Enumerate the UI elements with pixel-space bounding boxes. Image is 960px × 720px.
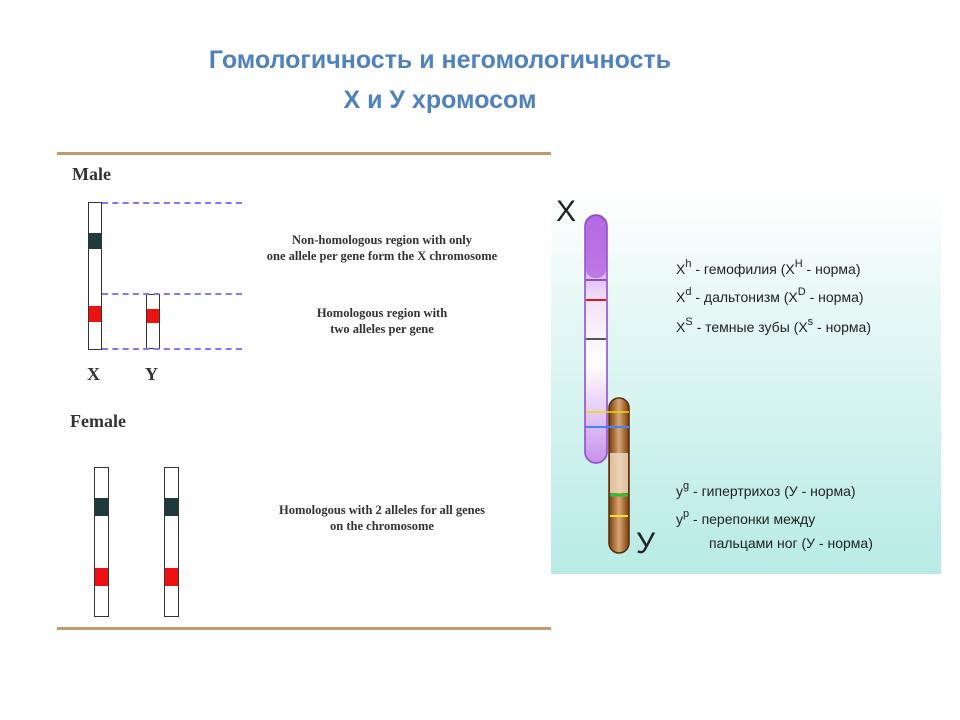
dashed-line [102, 202, 242, 204]
y-chromosome-label: У [636, 527, 656, 560]
male-x-chromosome [88, 202, 102, 350]
daltonism-annotation: $X^d$ - дальтонизм ($X^D$ - норма) [676, 286, 864, 305]
dark-teeth-annotation: $X^S$ - темные зубы ($X^s$ - норма) [676, 316, 871, 335]
male-label: Male [72, 164, 111, 184]
bottom-border [57, 627, 551, 630]
hemophilia-annotation: $X^h$ - гемофилия ($X^H$ - норма) [676, 258, 861, 277]
x-chromosome-label: X [556, 195, 577, 228]
hypertrichosis-annotation: $у^g$ - гипертрихоз (У - норма) [676, 480, 856, 499]
female-label: Female [70, 411, 126, 431]
x-label: X [87, 364, 100, 384]
webbed-toes-annotation: $у^p$ - перепонки между [676, 508, 816, 527]
female-description: Homologous with 2 alleles for all genes on the chromosome [278, 503, 485, 533]
dark-band [165, 498, 178, 516]
dark-band [89, 233, 101, 249]
female-x-chromosome-1 [94, 467, 109, 617]
x-upper-region [586, 223, 606, 278]
y-label: Y [145, 364, 158, 384]
red-band [165, 568, 178, 586]
webbed-toes-annotation-cont: пальцами ног (У - норма) [709, 535, 873, 551]
nonhomologous-description: Non-homologous region with only one allele per gene form the X chromosome [266, 233, 498, 263]
page-title: Гомологичность и негомологичность [208, 46, 672, 74]
female-x-chromosome-2 [164, 467, 179, 617]
male-female-diagram [57, 152, 551, 630]
page-subtitle: Х и У хромосом [343, 86, 537, 114]
male-y-chromosome [146, 294, 160, 349]
y-light-region [610, 453, 628, 493]
red-band [89, 306, 101, 322]
dashed-line [102, 293, 242, 295]
red-band [147, 309, 159, 323]
xy-chromosome-diagram [551, 193, 941, 574]
dashed-line [102, 348, 242, 350]
dark-band [95, 498, 108, 516]
top-border [57, 152, 551, 155]
red-band [95, 568, 108, 586]
homologous-description: Homologous region with two alleles per gene [316, 306, 448, 336]
chromosome-drawing [551, 193, 671, 574]
